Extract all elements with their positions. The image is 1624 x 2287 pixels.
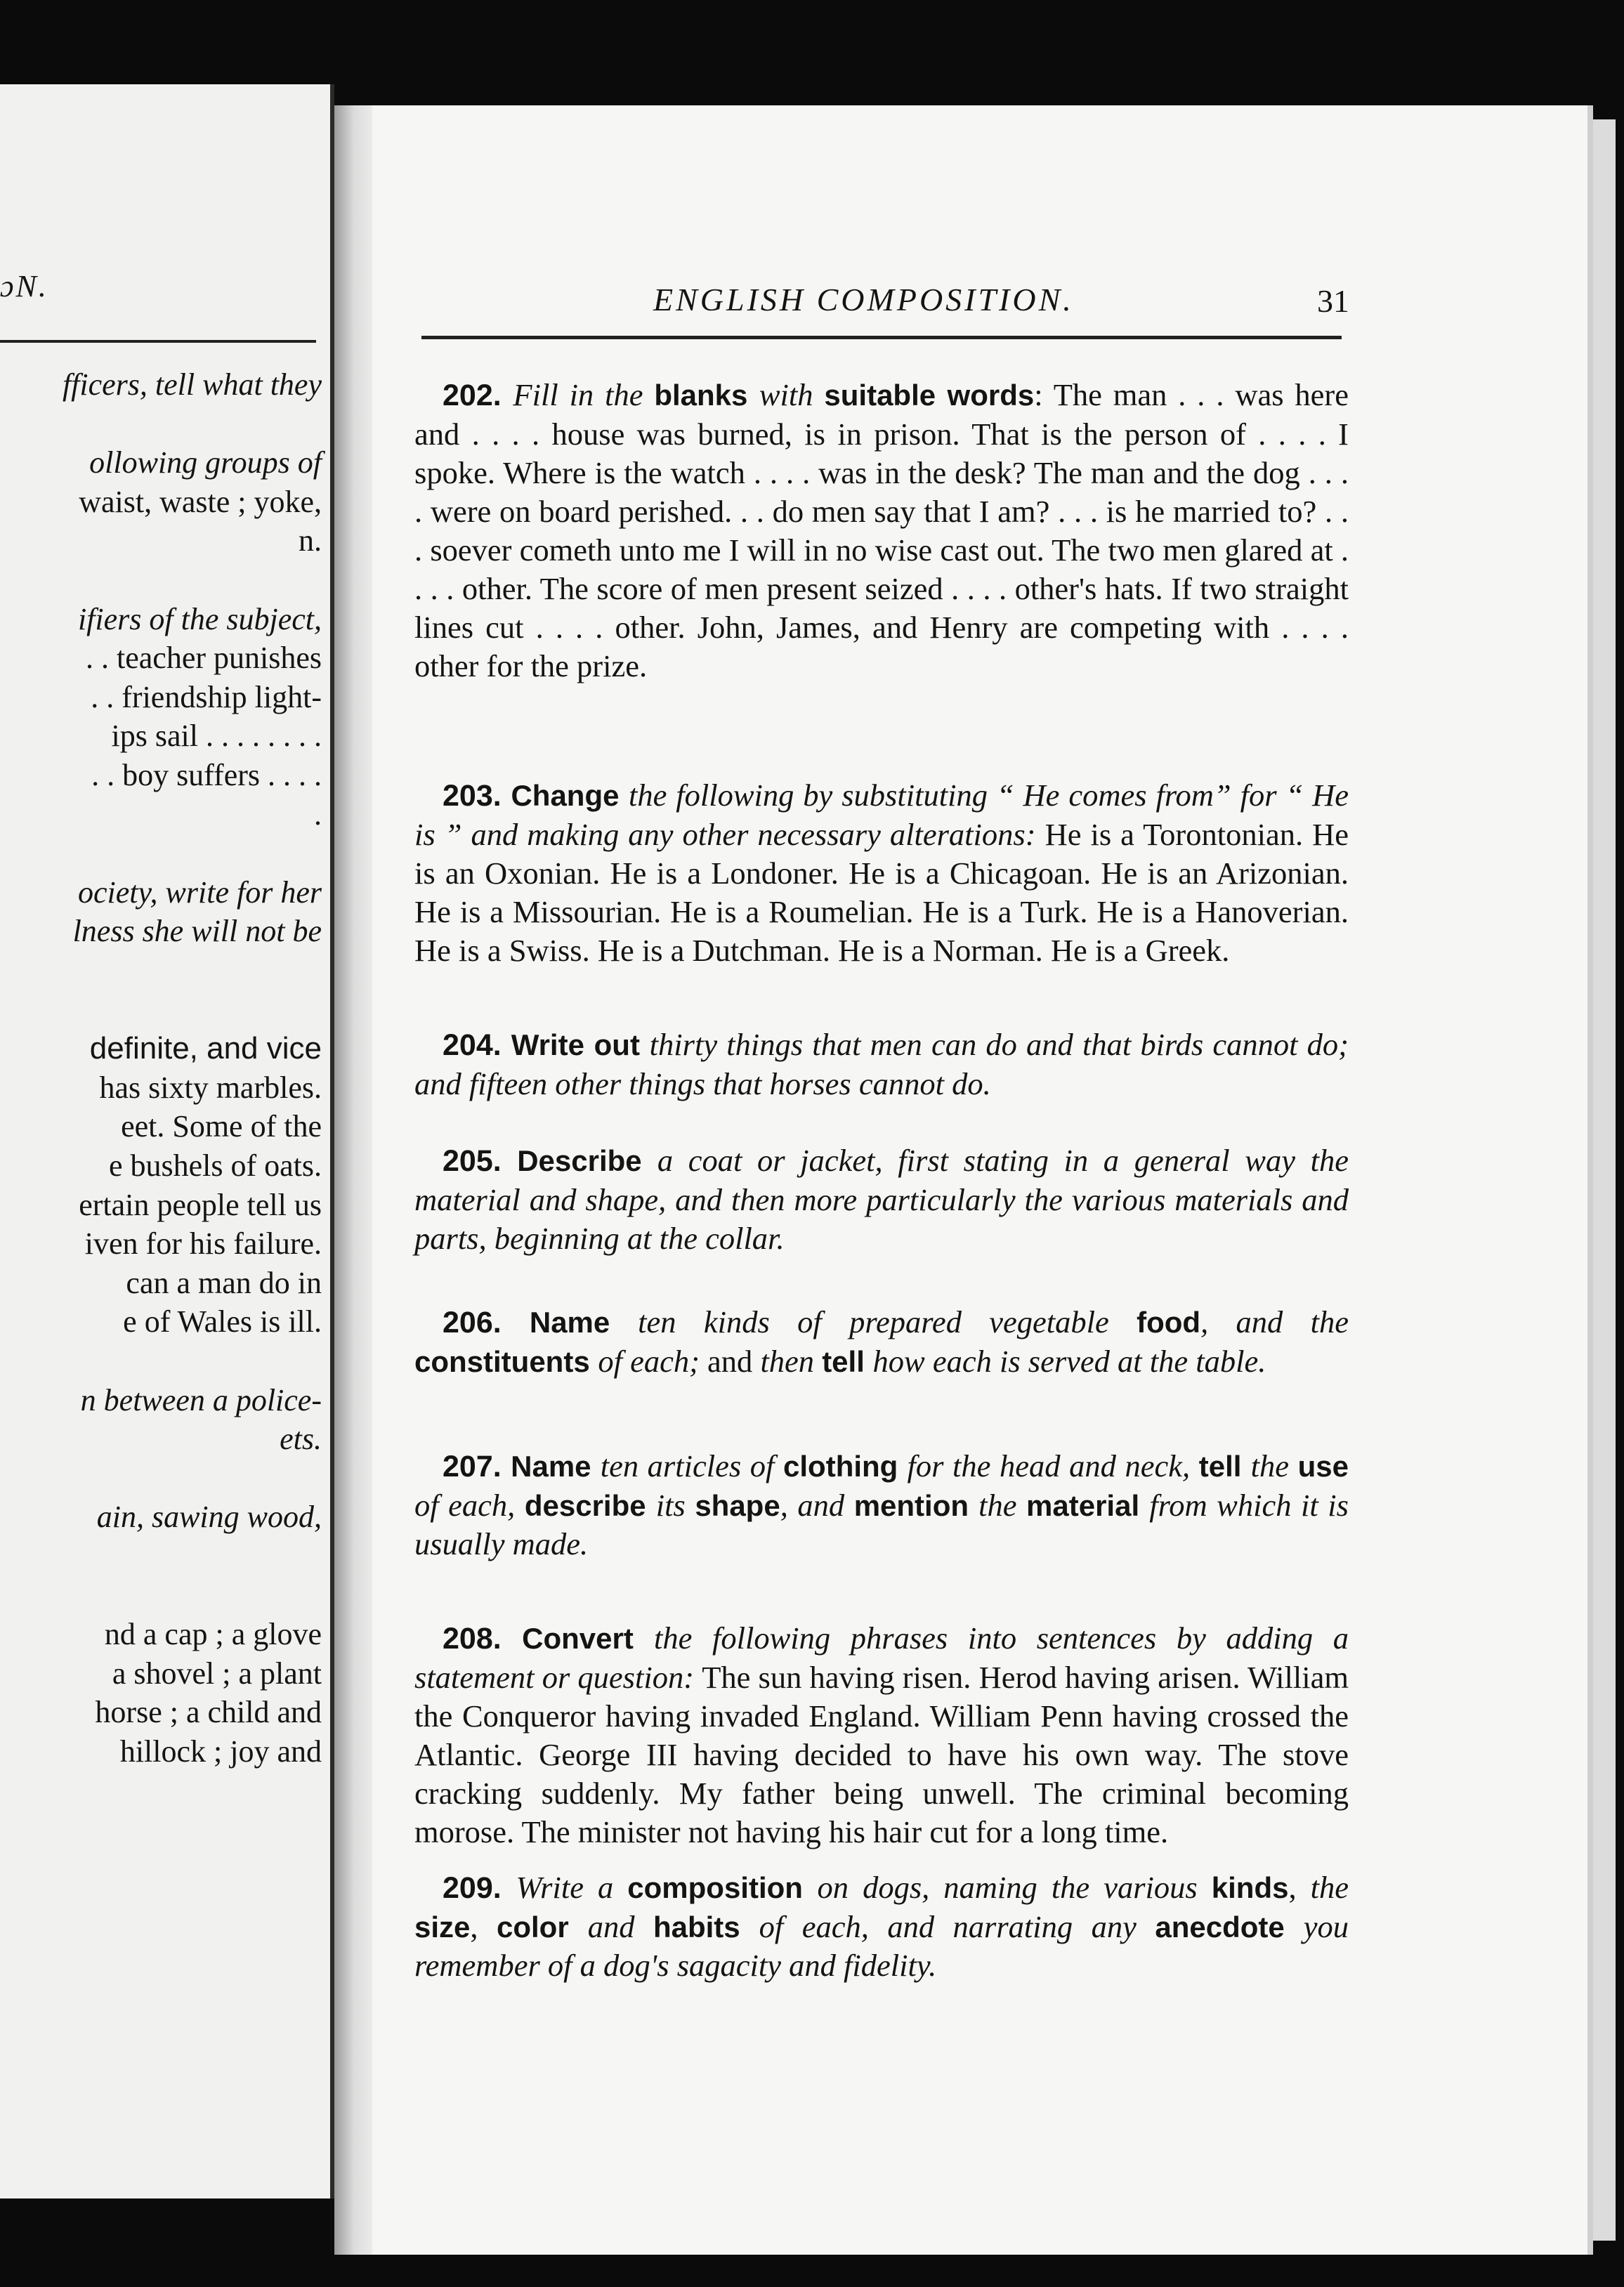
italic-instruction: on dogs, naming the various — [817, 1870, 1212, 1905]
italic-instruction: the — [1250, 1448, 1298, 1483]
exercise-205 — [414, 1141, 1349, 1258]
exercise-207 — [414, 1447, 1349, 1564]
bold-keyword: blanks — [654, 379, 759, 412]
exercise-text — [414, 776, 1349, 970]
bold-keyword: use — [1297, 1450, 1349, 1483]
right-page — [372, 105, 1593, 2255]
left-text-line: fficers, tell what they — [62, 367, 322, 402]
bold-keyword: clothing — [783, 1450, 908, 1483]
exercise-text — [414, 1619, 1349, 1852]
italic-instruction: for the head and neck, — [907, 1448, 1199, 1483]
exercise-sentence: and — [707, 1344, 761, 1379]
running-head: ENGLISH COMPOSITION. — [653, 282, 1074, 317]
italic-instruction: how each is served at the table. — [872, 1344, 1266, 1379]
left-text-line: waist, waste ; yoke, — [79, 484, 322, 519]
exercise-text — [414, 376, 1349, 686]
exercise-text — [414, 1303, 1349, 1381]
italic-instruction: of each, — [414, 1488, 525, 1523]
exercise-sentence: He is a Torontonian. He is an Oxonian. He is a Londoner. He is a Chicagoan. He is an Arizonian. He is a Missourian. He is a Roumelian. He is a Turk. He is a Hanoverian. He is a Swiss. He is a Dutchman. He is a Norman. He is a Greek. — [414, 817, 1349, 968]
left-text-line: ain, sawing wood, — [96, 1500, 322, 1535]
bold-keyword: food — [1137, 1306, 1201, 1339]
italic-instruction: with — [759, 377, 825, 412]
left-text-line: a shovel ; a plant — [112, 1656, 322, 1691]
bold-keyword: shape — [695, 1489, 780, 1522]
exercise-number: 204. — [443, 1028, 511, 1062]
italic-instruction: the — [1310, 1870, 1349, 1905]
bold-keyword: Change — [511, 779, 629, 812]
left-text-line: e bushels of oats. — [108, 1148, 322, 1183]
left-text-line: e of Wales is ill. — [123, 1304, 322, 1339]
bold-keyword: habits — [653, 1911, 759, 1944]
italic-instruction: , and — [780, 1488, 854, 1523]
exercise-number: 202. — [443, 379, 513, 412]
left-text-line: . . friendship light- — [91, 679, 322, 714]
bold-keyword: Convert — [522, 1622, 655, 1655]
left-text-line: . . teacher punishes — [86, 641, 322, 676]
page-edge — [1593, 119, 1616, 2241]
left-text-line: has sixty marbles. — [99, 1070, 322, 1105]
left-text-line: hillock ; joy and — [119, 1734, 322, 1769]
left-text-line: can a man do in — [126, 1265, 322, 1300]
bold-keyword: material — [1026, 1489, 1150, 1522]
exercise-sentence: , — [1288, 1870, 1311, 1905]
bold-keyword: Describe — [517, 1144, 657, 1177]
left-text-line: n between a police- — [80, 1382, 322, 1417]
header-rule — [421, 336, 1342, 339]
italic-instruction: ten kinds of prepared vegetable — [638, 1304, 1137, 1339]
left-text-line: ollowing groups of — [89, 445, 322, 480]
bold-keyword: tell — [1198, 1450, 1251, 1483]
exercise-text — [414, 1141, 1349, 1258]
exercise-number: 207. — [443, 1450, 511, 1483]
bold-keyword: suitable words — [824, 379, 1035, 412]
bold-keyword: tell — [822, 1345, 873, 1378]
bold-keyword: constituents — [414, 1345, 598, 1378]
left-text-line: ertain people tell us — [79, 1187, 322, 1222]
bold-keyword: Name — [511, 1450, 601, 1483]
exercise-sentence: , — [470, 1909, 497, 1944]
exercise-203 — [414, 776, 1349, 970]
left-text-line: n. — [299, 523, 322, 558]
left-text-line: lness she will not be — [72, 914, 322, 949]
bold-keyword: composition — [627, 1871, 818, 1904]
italic-instruction: thirty things that men can do and that birds cannot do; and fifteen other things that horses cannot do. — [414, 1027, 1349, 1101]
left-text-line: ociety, write for her — [77, 874, 322, 910]
exercise-sentence: The sun having risen. Herod having arisen. William the Conqueror having invaded England. William Penn having crossed the Atlantic. George III having decided to have his own way. The stove cracking suddenly. My father being unwell. The criminal becoming morose. The minister not having his hair cut for a long time. — [414, 1660, 1349, 1849]
exercise-202 — [414, 376, 1349, 686]
exercise-text — [414, 1025, 1349, 1103]
left-header-rule — [0, 340, 316, 343]
exercise-number: 205. — [443, 1144, 518, 1178]
left-text-line: ips sail . . . . . . . . — [111, 719, 322, 754]
left-text-line: definite, and vice — [89, 1031, 322, 1066]
exercise-sentence: : The man . . . was here and . . . . house was burned, is in prison. That is the person of . . . . I spoke. Where is the watch . . . . was in the desk? The man and the dog . . . . were on board perished. . . do men say that I am? . . . is he married to? . . . soever cometh unto me I will in no wise cast out. The two men glared at . . . . other. The score of men present seized . . . . other's hats. If two straight lines cut . . . . other. John, James, and Henry are competing with . . . . other for the prize. — [414, 377, 1349, 683]
exercise-text — [414, 1868, 1349, 1985]
exercise-209 — [414, 1868, 1349, 1985]
italic-instruction: its — [655, 1488, 695, 1523]
left-page — [0, 84, 334, 2198]
italic-instruction: the — [978, 1488, 1027, 1523]
italic-instruction: and — [587, 1909, 653, 1944]
left-text-line: . — [314, 797, 322, 832]
exercise-text — [414, 1447, 1349, 1564]
left-text-line: horse ; a child and — [95, 1695, 322, 1730]
bold-keyword: size — [414, 1911, 471, 1944]
exercise-208 — [414, 1619, 1349, 1852]
bold-keyword: kinds — [1211, 1871, 1289, 1904]
italic-instruction: the following by substituting “ He comes from” for “ He is ” and making any other necessary alterations: — [414, 778, 1349, 852]
exercise-number: 208. — [443, 1622, 523, 1656]
bold-keyword: Name — [529, 1306, 639, 1339]
left-text-line: iven for his failure. — [84, 1226, 322, 1262]
bold-keyword: color — [497, 1911, 588, 1944]
italic-instruction: from which it is usually made. — [414, 1488, 1349, 1561]
left-text-line: eet. Some of the — [121, 1109, 322, 1144]
bold-keyword: mention — [853, 1489, 979, 1522]
exercise-number: 203. — [443, 779, 511, 813]
exercise-number: 206. — [443, 1306, 530, 1339]
left-text-line: ets. — [280, 1422, 322, 1457]
bold-keyword: describe — [524, 1489, 656, 1522]
exercise-204 — [414, 1025, 1349, 1103]
italic-instruction: Fill in the — [513, 377, 655, 412]
exercise-206 — [414, 1303, 1349, 1381]
left-text-line: . . boy suffers . . . . — [91, 758, 322, 792]
exercise-number: 209. — [443, 1871, 516, 1905]
italic-instruction: the following phrases into sentences by adding a statement or question: — [414, 1620, 1349, 1695]
bold-keyword: Write out — [511, 1028, 650, 1061]
italic-instruction: of each; — [598, 1344, 708, 1379]
italic-instruction: you remember of a dog's sagacity and fidelity. — [414, 1909, 1349, 1983]
left-text-line: ifiers of the subject, — [77, 601, 322, 636]
italic-instruction: then — [760, 1344, 823, 1379]
italic-instruction: Write a — [516, 1870, 628, 1905]
left-running-head: ɔN. — [0, 269, 48, 303]
italic-instruction: of each, and narrating any — [759, 1909, 1155, 1944]
italic-instruction: , and the — [1200, 1304, 1349, 1339]
left-text-line: nd a cap ; a glove — [104, 1617, 322, 1652]
italic-instruction: ten articles of — [600, 1448, 784, 1483]
italic-instruction: a coat or jacket, first stating in a general way the material and shape, and then more particularly the various materials and parts, beginning at the collar. — [414, 1143, 1349, 1256]
page-number: 31 — [1317, 283, 1349, 319]
bold-keyword: anecdote — [1155, 1911, 1304, 1944]
